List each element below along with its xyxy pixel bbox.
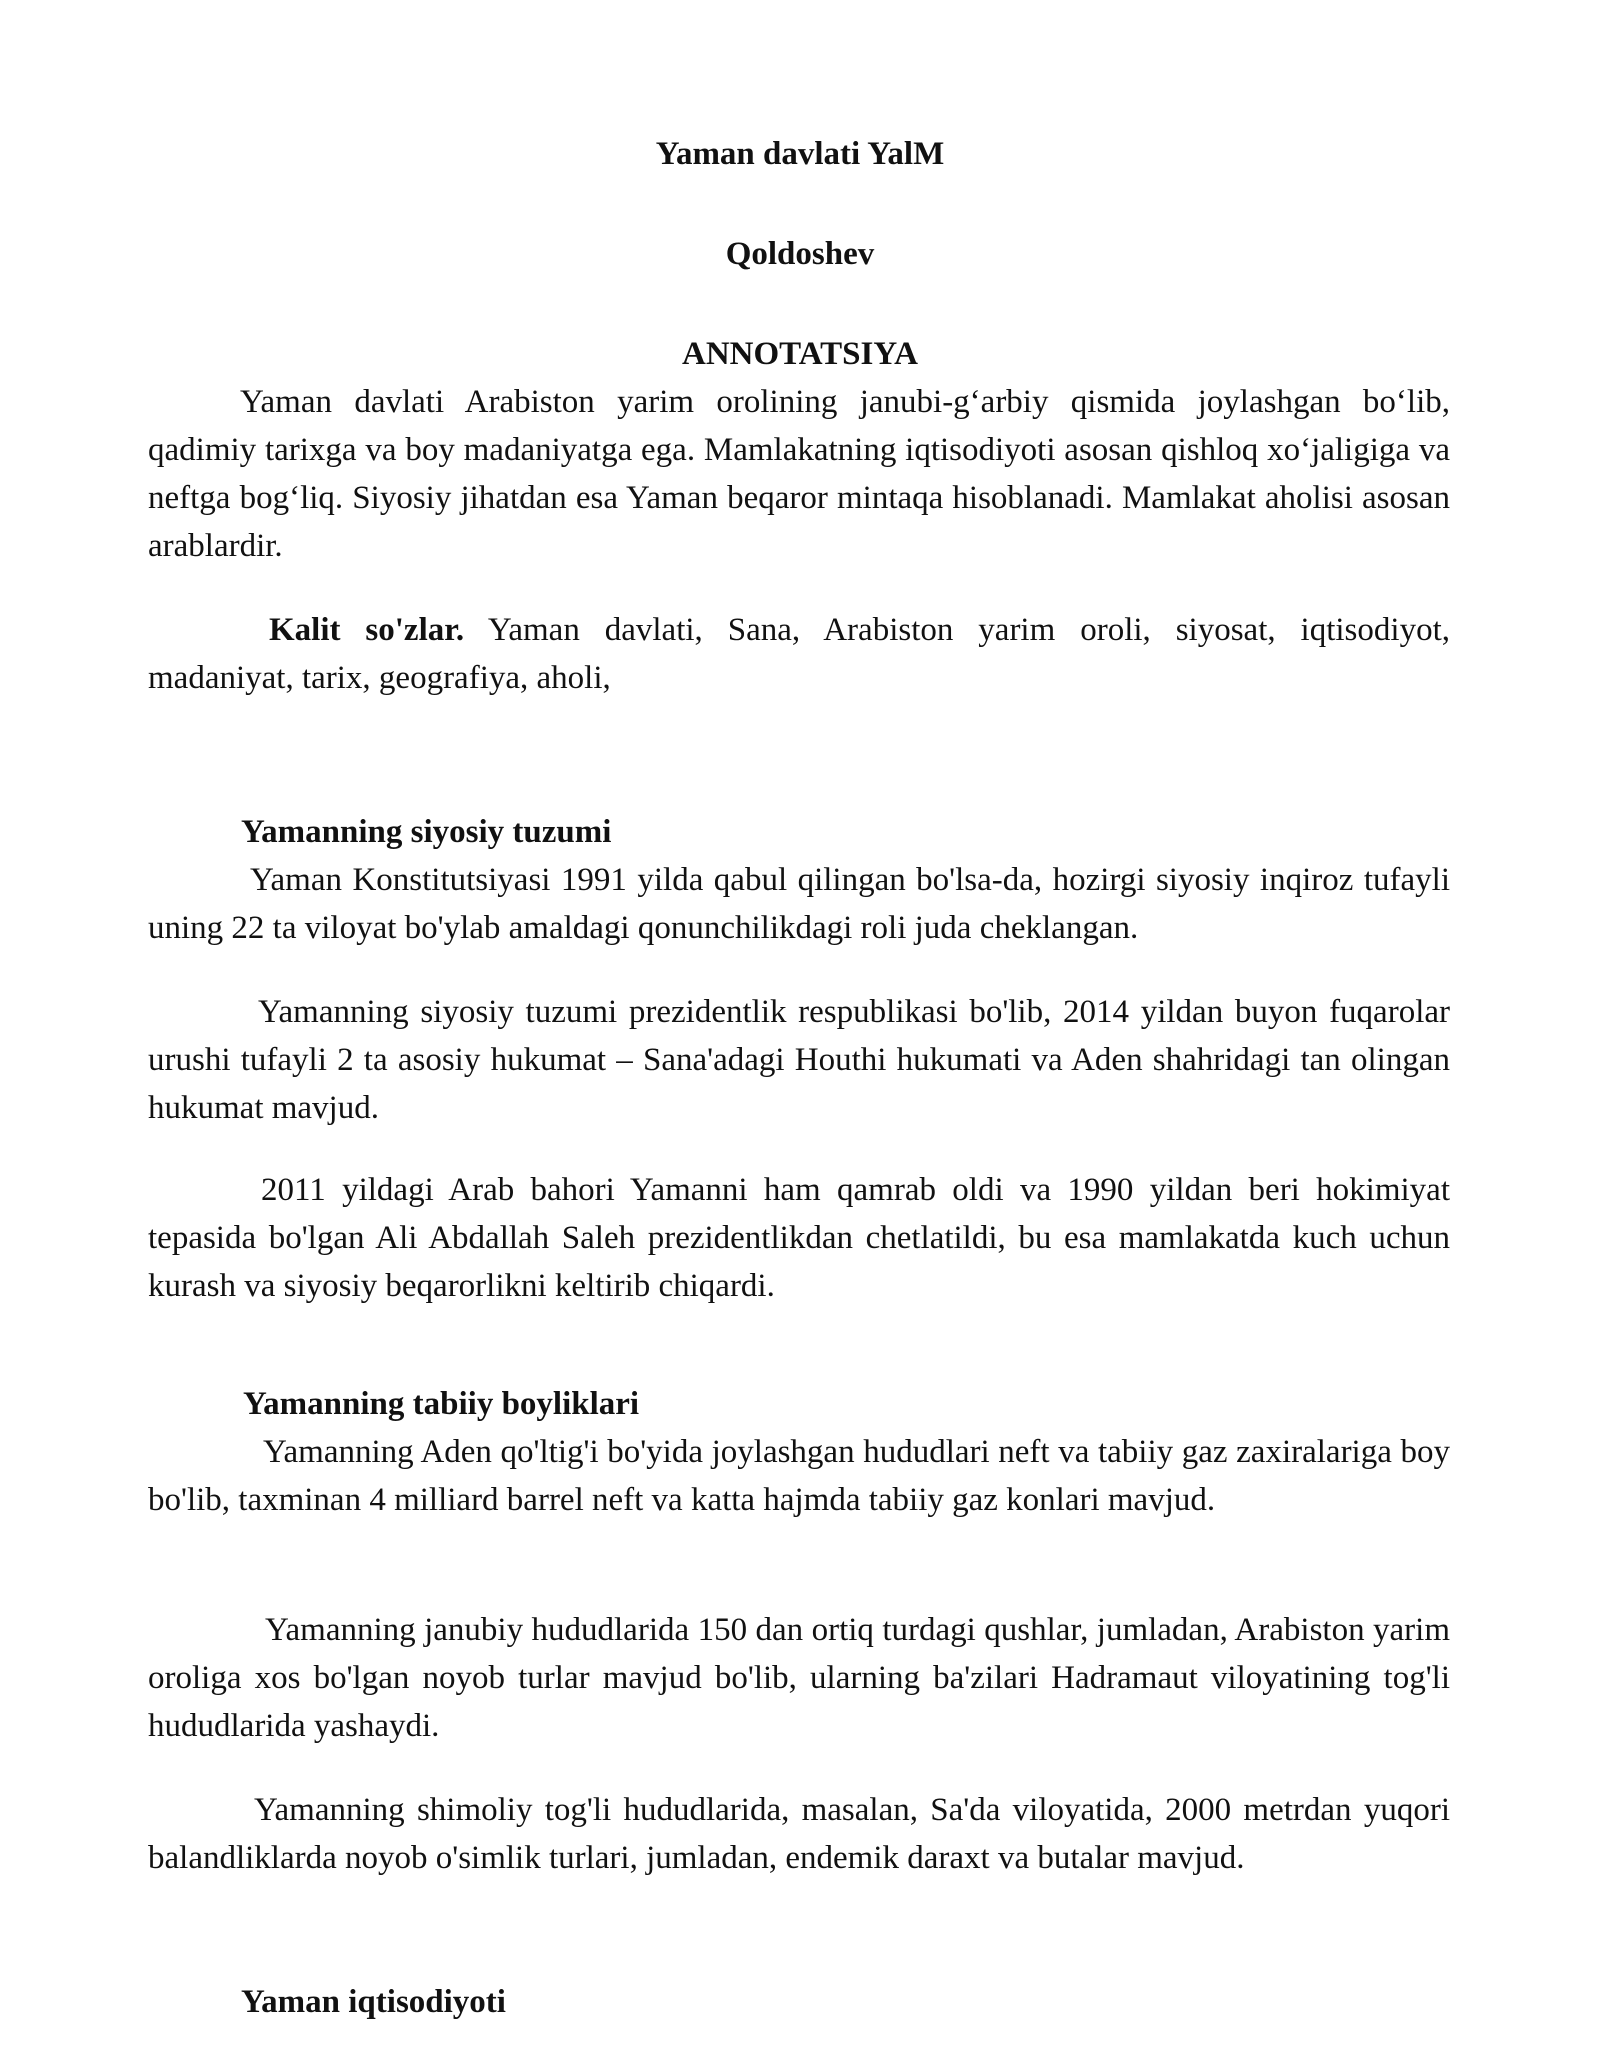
paragraph-oil-gas: Yamanning Aden qo'ltig'i bo'yida joylashgan hududlari neft va tabiiy gaz zaxiralariga boy bo'lib, taxminan 4 milliard barrel neft va katta hajmda tabiiy gaz konlari mavjud. (148, 1434, 1450, 1518)
keywords-label: Kalit so'zlar. (269, 612, 465, 648)
paragraph-plants: Yamanning shimoliy tog'li hududlarida, masalan, Sa'da viloyatida, 2000 metrdan yuqori balandliklarda noyob o'simlik turlari, jumladan, endemik daraxt va butalar mavjud. (148, 1792, 1450, 1876)
section-heading-political-system: Yamanning siyosiy tuzumi (241, 814, 612, 850)
annotation-paragraph (148, 378, 1450, 570)
paragraph-arab-spring: 2011 yildagi Arab bahori Yamanni ham qamrab oldi va 1990 yildan beri hokimiyat tepasida bo'lgan Ali Abdallah Saleh prezidentlikdan chetlatildi, bu esa mamlakatda kuch uchun kurash va siyosiy beqarorlikni keltirib chiqardi. (148, 1172, 1450, 1304)
paragraph-birds: Yamanning janubiy hududlarida 150 dan ortiq turdagi qushlar, jumladan, Arabiston yarim oroliga xos bo'lgan noyob turlar mavjud bo'lib, ularning ba'zilari Hadramaut viloyatining tog'li hududlarida yashaydi. (148, 1612, 1450, 1744)
document-title: Yaman davlati YalM (655, 136, 945, 172)
paragraph-constitution: Yaman Konstitutsiyasi 1991 yilda qabul qilingan bo'lsa-da, hozirgi siyosiy inqiroz tufayli uning 22 ta viloyat bo'ylab amaldagi qonunchilikdagi roli juda cheklangan. (148, 862, 1450, 946)
annotation-text: Yaman davlati Arabiston yarim orolining janubi-g‘arbiy qismida joylashgan bo‘lib, qadimiy tarixga va boy madaniyatga ega. Mamlakatning iqtisodiyoti asosan qishloq xo‘jaligiga va neftga bog‘liq. Siyosiy jihatdan esa Yaman beqaror mintaqa hisoblanadi. Mamlakat aholisi asosan arablardir. (148, 384, 1450, 564)
keywords-paragraph (148, 606, 1450, 702)
author-name: Qoldoshev (725, 236, 875, 272)
annotation-heading: ANNOTATSIYA (682, 336, 918, 372)
paragraph-political-system: Yamanning siyosiy tuzumi prezidentlik respublikasi bo'lib, 2014 yildan buyon fuqarolar urushi tufayli 2 ta asosiy hukumat – Sana'adagi Houthi hukumati va Aden shahridagi tan olingan hukumat mavjud. (148, 994, 1450, 1126)
section-heading-natural-resources: Yamanning tabiiy boyliklari (243, 1386, 640, 1422)
section-heading-economy: Yaman iqtisodiyoti (241, 1984, 506, 2020)
keywords-text: Yaman davlati, Sana, Arabiston yarim oroli, siyosat, iqtisodiyot, madaniyat, tarix, geografiya, aholi, (148, 612, 1450, 696)
